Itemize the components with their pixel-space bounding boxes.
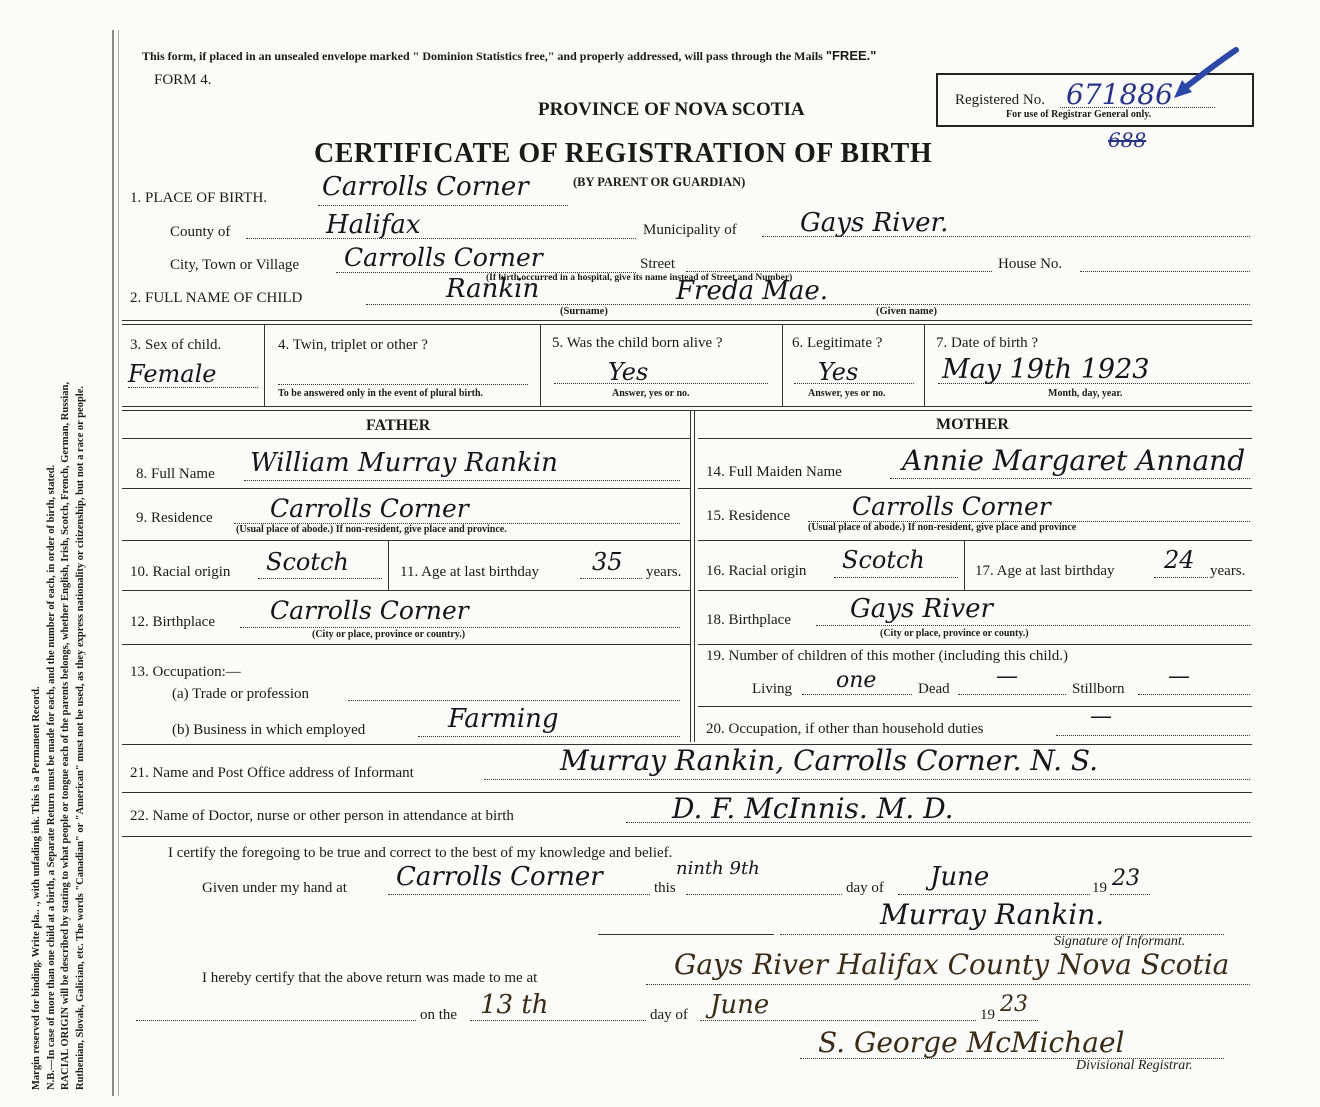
father-race-label: 10. Racial origin — [130, 564, 231, 580]
street-note: (If birth occurred in a hospital, give its name instead of Street and Number) — [486, 273, 793, 283]
child-given-value: Freda Mae. — [676, 276, 829, 306]
registrar-place-value: Gays River Halifax County Nova Scotia — [674, 948, 1230, 981]
sex-label: 3. Sex of child. — [130, 337, 222, 353]
mother-occupation-label: 20. Occupation, if other than household duties — [706, 721, 984, 737]
mother-residence-note: (Usual place of abode.) If non-resident, give place and province — [808, 522, 1077, 533]
registrar-note: For use of Registrar General only. — [1006, 109, 1152, 120]
business-value: Farming — [448, 704, 559, 734]
given-under-hand-label: Given under my hand at — [202, 880, 347, 896]
house-no-label: House No. — [998, 256, 1063, 272]
born-alive-note: Answer, yes or no. — [612, 388, 690, 399]
mother-birthplace-value: Gays River — [850, 594, 993, 624]
legitimate-value: Yes — [818, 358, 859, 386]
born-alive-value: Yes — [608, 358, 649, 386]
doctor-value: D. F. McInnis. M. D. — [672, 792, 954, 825]
mother-occupation-value: — — [1090, 704, 1112, 729]
certificate-title: CERTIFICATE OF REGISTRATION OF BIRTH — [314, 138, 933, 169]
legitimate-label: 6. Legitimate ? — [792, 335, 883, 351]
mother-birthplace-label: 18. Birthplace — [706, 612, 791, 628]
registrar-month-value: June — [710, 990, 770, 1020]
dob-label: 7. Date of birth ? — [936, 335, 1039, 351]
mother-age-label: 17. Age at last birthday — [975, 563, 1115, 579]
informant-label: 21. Name and Post Office address of Informant — [130, 765, 414, 781]
child-name-label: 2. FULL NAME OF CHILD — [130, 290, 303, 306]
registrar-statement: I hereby certify that the above return was made to me at — [202, 970, 538, 986]
registrar-caption: Divisional Registrar. — [1076, 1058, 1193, 1073]
mother-birthplace-note: (City or place, province or county.) — [880, 628, 1029, 639]
county-label: County of — [170, 224, 231, 240]
place-of-birth-label: 1. PLACE OF BIRTH. — [130, 190, 268, 206]
business-label: (b) Business in which employed — [172, 722, 366, 738]
father-age-label: 11. Age at last birthday — [400, 564, 539, 580]
dob-value: May 19th 1923 — [942, 354, 1150, 385]
dead-value: — — [996, 664, 1018, 689]
this-day-value: ninth 9th — [676, 858, 760, 879]
given-name-caption: (Given name) — [876, 306, 937, 317]
stillborn-value: — — [1168, 664, 1190, 689]
living-value: one — [836, 668, 877, 693]
check-arrow-icon — [1170, 46, 1240, 106]
city-value: Carrolls Corner — [344, 243, 543, 272]
informant-value: Murray Rankin, Carrolls Corner. N. S. — [560, 744, 1098, 777]
mother-heading: MOTHER — [936, 416, 1009, 433]
legitimate-note: Answer, yes or no. — [808, 388, 886, 399]
municipality-label: Municipality of — [643, 222, 737, 238]
certificate-subtitle: (BY PARENT OR GUARDIAN) — [573, 175, 746, 189]
twin-note: To be answered only in the event of plural birth. — [278, 388, 484, 399]
crossed-number: 688 — [1108, 128, 1147, 152]
twin-label: 4. Twin, triplet or other ? — [278, 337, 428, 353]
mail-notice: This form, if placed in an unsealed envelope marked " Dominion Statistics free," and properly addressed, will pass through the Mails "FREE." — [142, 48, 877, 63]
mother-race-value: Scotch — [842, 546, 925, 574]
binding-margin-line — [112, 30, 114, 1096]
father-race-value: Scotch — [266, 548, 349, 576]
trade-label: (a) Trade or profession — [172, 686, 310, 702]
dob-note: Month, day, year. — [1048, 388, 1123, 399]
father-birthplace-label: 12. Birthplace — [130, 614, 215, 630]
born-alive-label: 5. Was the child born alive ? — [552, 335, 723, 351]
dead-label: Dead — [918, 681, 950, 697]
on-the-label: on the — [420, 1007, 458, 1023]
stillborn-label: Stillborn — [1072, 681, 1125, 697]
margin-line-2: N.B.—In case of more than one child at a birth, a Separate Return must be made for each, and the number of each, in order of birth, stated. — [45, 464, 57, 1090]
registered-label: Registered No. — [955, 92, 1045, 108]
father-birthplace-value: Carrolls Corner — [270, 596, 469, 625]
margin-line-1: Margin reserved for binding. Write pla.. ., with unfading ink. This is a Permanent Record. — [31, 686, 42, 1090]
this-label: this — [654, 880, 676, 896]
living-label: Living — [752, 681, 792, 697]
county-value: Halifax — [326, 210, 421, 240]
father-residence-label: 9. Residence — [136, 510, 213, 526]
mother-name-label: 14. Full Maiden Name — [706, 464, 842, 480]
sex-value: Female — [128, 360, 217, 388]
father-age-unit: years. — [646, 564, 682, 580]
mother-residence-label: 15. Residence — [706, 508, 791, 524]
place-of-birth-value: Carrolls Corner — [322, 172, 529, 202]
mother-name-value: Annie Margaret Annand — [902, 444, 1246, 477]
street-label: Street — [640, 256, 675, 272]
province-heading: PROVINCE OF NOVA SCOTIA — [538, 99, 805, 120]
mother-age-unit: years. — [1210, 563, 1246, 579]
registered-number: 671886 — [1066, 78, 1173, 111]
children-count-label: 19. Number of children of this mother (including this child.) — [706, 648, 1069, 664]
father-residence-value: Carrolls Corner — [270, 494, 469, 523]
city-label: City, Town or Village — [170, 257, 300, 273]
municipality-value: Gays River. — [800, 208, 949, 238]
informant-signature: Murray Rankin. — [880, 898, 1105, 931]
father-age-value: 35 — [592, 548, 623, 576]
mother-residence-value: Carrolls Corner — [852, 492, 1051, 521]
registrar-signature: S. George McMichael — [818, 1026, 1125, 1059]
registrar-day-of-label: day of — [650, 1007, 688, 1023]
mother-race-label: 16. Racial origin — [706, 563, 807, 579]
occupation-label: 13. Occupation:— — [130, 664, 241, 680]
margin-line-3: RACIAL ORIGIN will be described by stating to what people or tongue each of the parents belongs, whether English, Irish, Scotch, French, German, Russian, — [60, 381, 71, 1090]
father-heading: FATHER — [366, 417, 431, 434]
mother-age-value: 24 — [1164, 546, 1195, 574]
day-of-label: day of — [846, 880, 884, 896]
margin-line-4: Ruthenian, Slovak, Galician, etc. The words "Canadian" or "American" must not be used, as they express nationality or citizenship, but not a race or people. — [74, 385, 86, 1090]
father-name-label: 8. Full Name — [136, 466, 215, 482]
given-place-value: Carrolls Corner — [396, 862, 603, 892]
certify-statement: I certify the foregoing to be true and correct to the best of my knowledge and belief. — [168, 845, 673, 861]
certify-month-value: June — [930, 862, 990, 892]
father-name-value: William Murray Rankin — [250, 448, 558, 478]
certify-year-prefix: 19 — [1092, 880, 1107, 896]
surname-caption: (Surname) — [560, 306, 608, 317]
father-residence-note: (Usual place of abode.) If non-resident, give place and province. — [236, 524, 507, 535]
form-number: FORM 4. — [154, 72, 212, 88]
margin-instructions — [30, 30, 108, 1090]
binding-margin-line-inner — [118, 30, 119, 1096]
certify-year-value: 23 — [1112, 866, 1140, 891]
signature-caption: Signature of Informant. — [1054, 934, 1186, 949]
father-birthplace-note: (City or place, province or country.) — [312, 629, 466, 640]
doctor-label: 22. Name of Doctor, nurse or other person in attendance at birth — [130, 808, 514, 824]
registrar-year-value: 23 — [1000, 992, 1028, 1017]
registrar-year-prefix: 19 — [980, 1007, 995, 1023]
child-surname-value: Rankin — [446, 274, 540, 304]
registrar-day-value: 13 th — [480, 990, 549, 1020]
